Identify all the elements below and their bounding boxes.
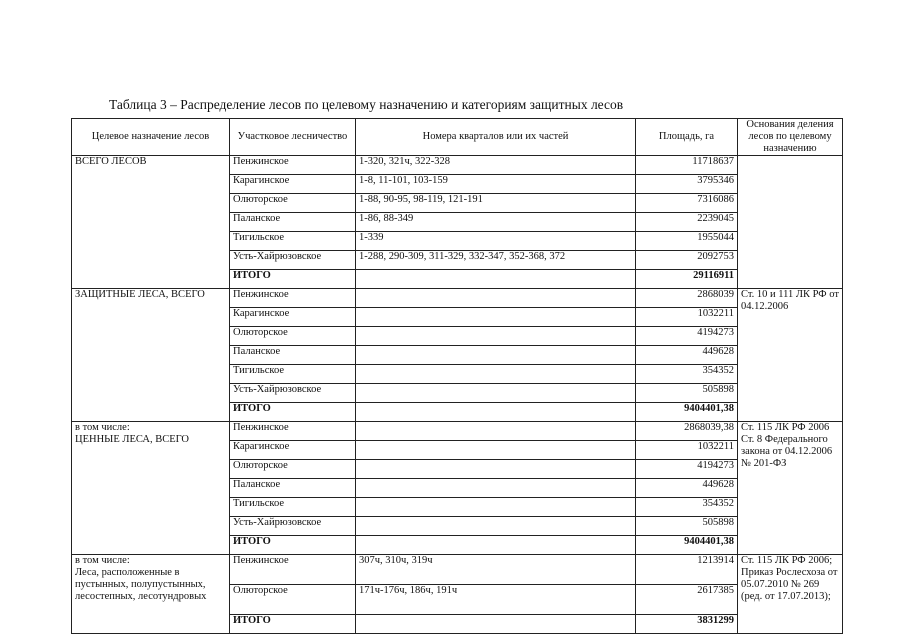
total-area: 29116911 (636, 270, 738, 289)
basis-cell: Ст. 115 ЛК РФ 2006 Ст. 8 Федерального закона от 04.12.2006 № 201-ФЗ (738, 422, 843, 555)
total-label: ИТОГО (230, 403, 356, 422)
table-caption: Таблица 3 – Распределение лесов по целевому назначению и категориям защитных лесов (109, 97, 624, 112)
forestry-cell: Паланское (230, 213, 356, 232)
total-label: ИТОГО (230, 270, 356, 289)
area-cell: 505898 (636, 517, 738, 536)
quarters-cell (356, 422, 636, 441)
quarters-cell (356, 365, 636, 384)
forestry-cell: Тигильское (230, 365, 356, 384)
total-quarters-empty (356, 403, 636, 422)
header-area: Площадь, га (636, 119, 738, 156)
forest-distribution-table (71, 118, 843, 634)
table-row (72, 156, 843, 175)
header-forestry: Участковое лесничество (230, 119, 356, 156)
area-cell: 2239045 (636, 213, 738, 232)
forestry-cell: Пенжинское (230, 555, 356, 585)
header-quarters: Номера кварталов или их частей (356, 119, 636, 156)
quarters-cell (356, 441, 636, 460)
purpose-cell: ЗАЩИТНЫЕ ЛЕСА, ВСЕГО (72, 289, 230, 422)
table-row (72, 555, 843, 585)
table-body (72, 156, 843, 634)
area-cell: 354352 (636, 498, 738, 517)
quarters-cell: 1-339 (356, 232, 636, 251)
header-row (72, 119, 843, 156)
total-area: 3831299 (636, 615, 738, 634)
quarters-cell: 1-320, 321ч, 322-328 (356, 156, 636, 175)
quarters-cell (356, 460, 636, 479)
total-label: ИТОГО (230, 536, 356, 555)
area-cell: 2617385 (636, 585, 738, 615)
quarters-cell (356, 308, 636, 327)
quarters-cell (356, 346, 636, 365)
area-cell: 449628 (636, 346, 738, 365)
basis-cell (738, 156, 843, 289)
purpose-cell: в том числе: Леса, расположенные в пустынных, полупустынных, лесостепных, лесотундровых (72, 555, 230, 634)
forestry-cell: Карагинское (230, 441, 356, 460)
forestry-cell: Олюторское (230, 460, 356, 479)
total-quarters-empty (356, 270, 636, 289)
quarters-cell (356, 517, 636, 536)
forestry-cell: Паланское (230, 479, 356, 498)
quarters-cell: 307ч, 310ч, 319ч (356, 555, 636, 585)
area-cell: 449628 (636, 479, 738, 498)
area-cell: 354352 (636, 365, 738, 384)
area-cell: 505898 (636, 384, 738, 403)
area-cell: 1032211 (636, 441, 738, 460)
header-basis: Основания деления лесов по целевому назначению (738, 119, 843, 156)
forestry-cell: Олюторское (230, 194, 356, 213)
area-cell: 2868039 (636, 289, 738, 308)
quarters-cell (356, 479, 636, 498)
forestry-cell: Олюторское (230, 585, 356, 615)
area-cell: 2092753 (636, 251, 738, 270)
total-area: 9404401,38 (636, 403, 738, 422)
area-cell: 1955044 (636, 232, 738, 251)
forestry-cell: Пенжинское (230, 156, 356, 175)
total-label: ИТОГО (230, 615, 356, 634)
area-cell: 11718637 (636, 156, 738, 175)
area-cell: 1213914 (636, 555, 738, 585)
purpose-cell: ВСЕГО ЛЕСОВ (72, 156, 230, 289)
forestry-cell: Карагинское (230, 308, 356, 327)
area-cell: 4194273 (636, 327, 738, 346)
forestry-cell: Усть-Хайрюзовское (230, 384, 356, 403)
quarters-cell: 1-8, 11-101, 103-159 (356, 175, 636, 194)
quarters-cell: 1-86, 88-349 (356, 213, 636, 232)
total-area: 9404401,38 (636, 536, 738, 555)
forestry-cell: Усть-Хайрюзовское (230, 251, 356, 270)
area-cell: 1032211 (636, 308, 738, 327)
area-cell: 7316086 (636, 194, 738, 213)
area-cell: 3795346 (636, 175, 738, 194)
total-quarters-empty (356, 615, 636, 634)
header-purpose: Целевое назначение лесов (72, 119, 230, 156)
total-quarters-empty (356, 536, 636, 555)
quarters-cell: 1-88, 90-95, 98-119, 121-191 (356, 194, 636, 213)
quarters-cell (356, 384, 636, 403)
forestry-cell: Усть-Хайрюзовское (230, 517, 356, 536)
purpose-cell: в том числе: ЦЕННЫЕ ЛЕСА, ВСЕГО (72, 422, 230, 555)
forestry-cell: Олюторское (230, 327, 356, 346)
forestry-cell: Паланское (230, 346, 356, 365)
quarters-cell: 1-288, 290-309, 311-329, 332-347, 352-368, 372 (356, 251, 636, 270)
table-row (72, 422, 843, 441)
table-row (72, 289, 843, 308)
forestry-cell: Тигильское (230, 232, 356, 251)
forestry-cell: Карагинское (230, 175, 356, 194)
area-cell: 4194273 (636, 460, 738, 479)
forestry-cell: Пенжинское (230, 289, 356, 308)
forestry-cell: Пенжинское (230, 422, 356, 441)
quarters-cell (356, 289, 636, 308)
quarters-cell: 171ч-176ч, 186ч, 191ч (356, 585, 636, 615)
forestry-cell: Тигильское (230, 498, 356, 517)
quarters-cell (356, 498, 636, 517)
basis-cell: Ст. 10 и 111 ЛК РФ от 04.12.2006 (738, 289, 843, 422)
basis-cell: Ст. 115 ЛК РФ 2006; Приказ Рослесхоза от 05.07.2010 № 269 (ред. от 17.07.2013); (738, 555, 843, 634)
area-cell: 2868039,38 (636, 422, 738, 441)
quarters-cell (356, 327, 636, 346)
